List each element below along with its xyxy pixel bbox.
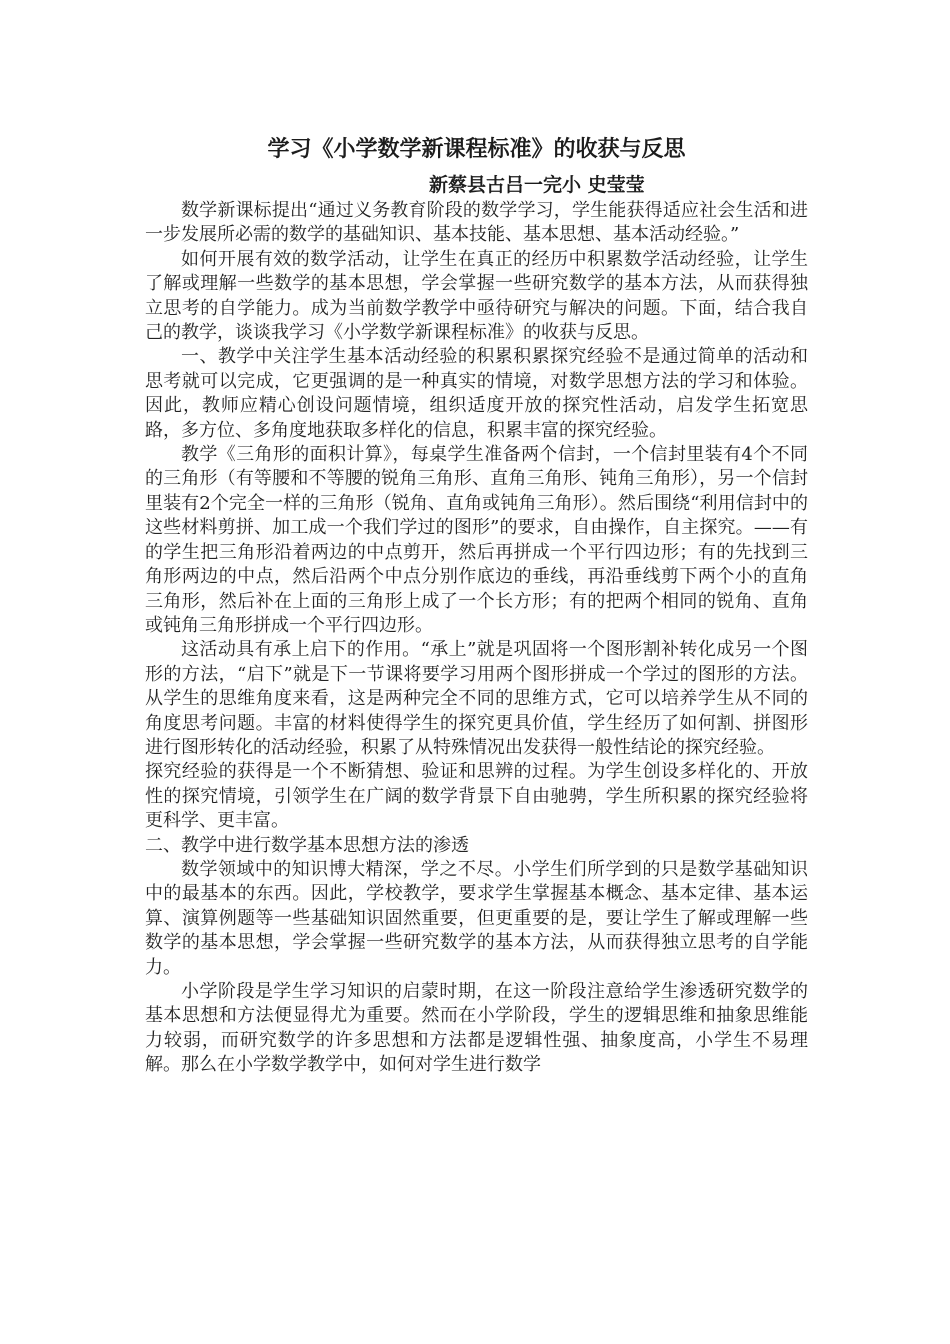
paragraph: 如何开展有效的数学活动，让学生在真正的经历中积累数学活动经验，让学生了解或理解一些数学的基本思想，学会掌握一些研究数学的基本方法，从而获得独立思考的自学能力。成为当前数学教学中亟待研究与解决的问题。下面，结合我自己的教学，谈谈我学习《小学数学新课程标准》的收获与反思。 [145,248,808,344]
paragraph: 小学阶段是学生学习知识的启蒙时期，在这一阶段注意给学生渗透研究数学的基本思想和方法便显得尤为重要。然而在小学阶段，学生的逻辑思维和抽象思维能力较弱，而研究数学的许多思想和方法都是逻辑性强、抽象度高，小学生不易理解。那么在小学数学教学中，如何对学生进行数学 [145,981,808,1076]
document-author: 新蔡县古吕一完小 史莹莹 [429,174,645,196]
paragraph: 数学领域中的知识博大精深，学之不尽。小学生们所学到的只是数学基础知识中的最基本的东西。因此，学校教学，要求学生掌握基本概念、基本定律、基本运算、演算例题等一些基础知识固然重要，但更重要的是，要让学生了解或理解一些数学的基本思想，学会掌握一些研究数学的基本方法，从而获得独立思考的自学能力。 [145,858,808,978]
paragraph: 这活动具有承上启下的作用。“承上”就是巩固将一个图形割补转化成另一个图形的方法，“启下”就是下一节课将要学习用两个图形拼成一个学过的图形的方法。从学生的思维角度来看，这是两种完全不同的思维方式，它可以培养学生从不同的角度思考问题。丰富的材料使得学生的探究更具价值，学生经历了如何割、拼图形进行图形转化的活动经验，积累了从特殊情况出发获得一般性结论的探究经验。 [145,639,808,758]
paragraph: 数学新课标提出“通过义务教育阶段的数学学习，学生能获得适应社会生活和进一步发展所必需的数学的基础知识、基本技能、基本思想、基本活动经验。” [145,200,808,246]
document-page [145,135,808,1078]
paragraph: 教学《三角形的面积计算》，每桌学生准备两个信封，一个信封里装有4个不同的三角形（有等腰和不等腰的锐角三角形、直角三角形、钝角三角形），另一个信封里装有2个完全一样的三角形（锐角、直角或钝角三角形）。然后围绕“利用信封中的这些材料剪拼、加工成一个我们学过的图形”的要求，自由操作，自主探究。——有的学生把三角形沿着两边的中点剪开，然后再拼成一个平行四边形；有的先找到三角形两边的中点，然后沿两个中点分别作底边的垂线，再沿垂线剪下两个小的直角三角形，然后补在上面的三角形上成了一个长方形；有的把两个相同的锐角、直角或钝角三角形拼成一个平行四边形。 [145,444,808,636]
paragraph: 探究经验的获得是一个不断猜想、验证和思辨的过程。为学生创设多样化的、开放性的探究情境，引领学生在广阔的数学背景下自由驰骋，学生所积累的探究经验将更科学、更丰富。 [145,761,808,832]
paragraph: 一、教学中关注学生基本活动经验的积累积累探究经验不是通过简单的活动和思考就可以完成，它更强调的是一种真实的情境，对数学思想方法的学习和体验。因此，教师应精心创设问题情境，组织适度开放的探究性活动，启发学生拓宽思路，多方位、多角度地获取多样化的信息，积累丰富的探究经验。 [145,346,808,441]
section-heading: 二、教学中进行数学基本思想方法的渗透 [145,834,469,856]
document-title: 学习《小学数学新课程标准》的收获与反思 [267,137,686,162]
